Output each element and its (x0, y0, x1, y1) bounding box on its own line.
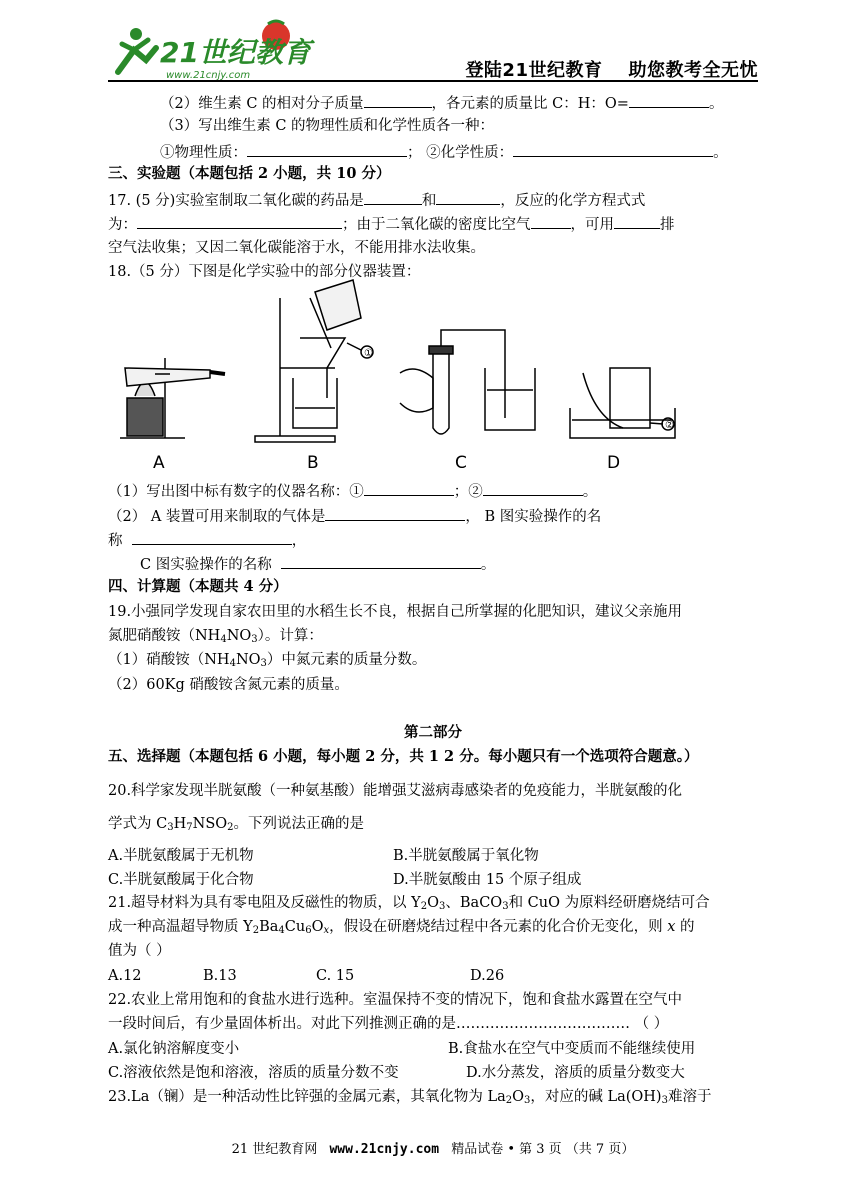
footer-page-number: 精品试卷 • 第 3 页 （共 7 页） (451, 1142, 635, 1157)
q21-option-a: A.12 (108, 968, 142, 984)
section-3-heading: 三、实验题（本题包括 2 小题，共 10 分） (108, 165, 391, 182)
q22-option-a: A.氯化钠溶解度变小 (108, 1041, 240, 1057)
figure-label-c: C (455, 453, 467, 473)
q22-option-b: B.食盐水在空气中变质而不能继续使用 (448, 1041, 696, 1057)
q18-intro: 18.（5 分）下图是化学实验中的部分仪器装置： (108, 264, 421, 280)
apparatus-a (120, 358, 225, 438)
q18-2-cont: 称 ， (108, 529, 758, 551)
q20-option-b: B.半胱氨酸属于氧化物 (393, 848, 539, 864)
q21-option-b: B.13 (203, 968, 237, 984)
header-slogan (465, 56, 758, 82)
q22-option-c: C.溶液依然是饱和溶液，溶质的质量分数不变 (108, 1065, 399, 1081)
svg-text:21世纪教育: 21世纪教育 (160, 36, 311, 69)
part-2-title: 第二部分 (404, 724, 462, 741)
q16-2: （2）维生素 C 的相对分子质量 ，各元素的质量比 C：H：O= 。 (160, 92, 758, 114)
figure-label-a: A (153, 453, 165, 473)
q17-line3: 空气法收集；又因二氧化碳能溶于水，不能用排水法收集。 (108, 240, 485, 256)
q20-option-a: A.半胱氨酸属于无机物 (108, 848, 254, 864)
apparatus-b (255, 280, 373, 442)
q19-1: （1）硝酸铵$(NH_4NO_3)$中氮元素的质量分数。 (108, 652, 427, 669)
apparatus-figure (115, 278, 745, 478)
marker-2: ② (665, 420, 674, 431)
q19-line2: 氮肥硝酸铵$(NH_4NO_3)$。计算： (108, 628, 323, 645)
page-footer (108, 1138, 758, 1157)
apparatus-d (570, 368, 675, 438)
q20-line2: 学式为 $C_3H_7NSO_2$。下列说法正确的是 (108, 816, 365, 833)
q19-2: （2）60Kg 硝酸铵含氮元素的质量。 (108, 677, 349, 693)
q22-option-d: D.水分蒸发，溶质的质量分数变大 (466, 1065, 685, 1081)
apparatus-drawing (115, 278, 745, 478)
marker-1: ① (364, 348, 373, 359)
header-rule (108, 80, 758, 82)
section-5-heading: 五、选择题（本题包括 6 小题，每小题 2 分，共 1 2 分。每小题只有一个选项符合题意。） (108, 748, 699, 765)
figure-label-d: D (607, 453, 621, 473)
q20-option-d: D.半胱氨酸由 15 个原子组成 (393, 872, 582, 888)
q22-line1: 22.农业上常用饱和的食盐水进行选种。室温保持不变的情况下，饱和食盐水露置在空气中 (108, 992, 683, 1008)
q20-options-ab (108, 846, 758, 866)
q21-line2: 成一种高温超导物质 $Y_2Ba_4Cu_6O_x$，假设在研磨烧结过程中各元素的化合价无变化，则 x 的 (108, 919, 695, 936)
q17-line1: 17. (5 分)实验室制取二氧化碳的药品是 和 ，反应的化学方程式式 (108, 189, 758, 211)
figure-label-b: B (307, 453, 319, 473)
apparatus-c (400, 330, 535, 434)
q21-line3: 值为（ ） (108, 943, 171, 959)
q21-line1: 21.超导材料为具有零电阻及反磁性的物质，以 $Y_2O_3$、BaCO$_3$和 CuO 为原料经研磨烧结可合 (108, 895, 710, 912)
q17-line2: 为： ；由于二氧化碳的密度比空气 ，可用 排 (108, 213, 758, 235)
q21-option-c: C. 15 (316, 968, 355, 984)
q20-option-c: C.半胱氨酸属于化合物 (108, 872, 254, 888)
page-header (108, 14, 758, 84)
q22-options-cd (108, 1063, 758, 1083)
footer-url[interactable]: www.21cnjy.com (329, 1142, 440, 1157)
slogan-login: 登陆21世纪教育 (465, 60, 603, 81)
q21-option-d: D.26 (470, 968, 505, 984)
q20-line1: 20.科学家发现半胱氨酸（一种氨基酸）能增强艾滋病毒感染者的免疫能力，半胱氨酸的化 (108, 783, 683, 799)
running-figure-icon (118, 28, 156, 72)
svg-text:www.21cnjy.com: www.21cnjy.com (166, 70, 251, 81)
q23-line1: 23.La（镧）是一种活动性比锌强的金属元素，其氧化物为 $La_2O_3$，对应的碱 $La(OH)_3$难溶于 (108, 1089, 712, 1106)
logo (108, 14, 318, 84)
q22-options-ab (108, 1039, 758, 1059)
q18-3: C 图实验操作的名称 。 (140, 553, 723, 575)
q16-3: （3）写出维生素 C 的物理性质和化学性质各一种： (160, 118, 495, 134)
q22-line2: 一段时间后，有少量固体析出。对此下列推测正确的是……………………………… （ ） (108, 1016, 669, 1032)
q18-1: （1）写出图中标有数字的仪器名称：① ；② 。 (108, 480, 758, 502)
q16-3-blanks: ①物理性质： ； ②化学性质： 。 (160, 141, 758, 163)
section-4-heading: 四、计算题（本题共 4 分） (108, 578, 288, 595)
footer-site: 21 世纪教育网 (231, 1142, 318, 1157)
q20-options-cd (108, 870, 758, 890)
q18-2: （2） A 装置可用来制取的气体是 ， B 图实验操作的名 (108, 505, 758, 527)
slogan-help: 助您教考全无忧 (628, 60, 758, 81)
q19-line1: 19.小强同学发现自家农田里的水稻生长不良，根据自己所掌握的化肥知识，建议父亲施用 (108, 604, 683, 620)
q21-options (108, 966, 758, 986)
